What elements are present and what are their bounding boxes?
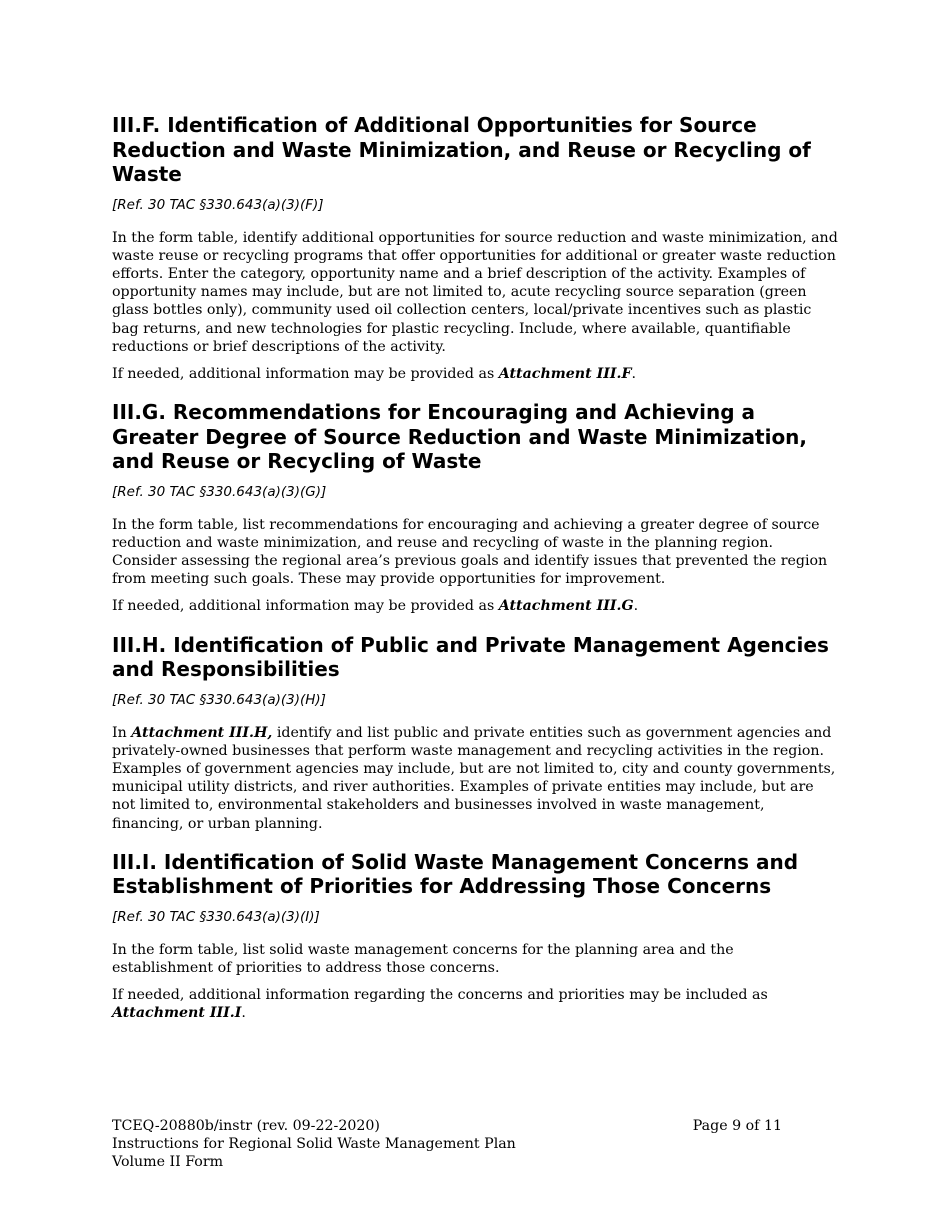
document-page xyxy=(112,113,838,1032)
section-body xyxy=(112,724,838,833)
attachment-note-end: . xyxy=(631,365,637,382)
section-reference: [Ref. 30 TAC §330.643(a)(3)(F)] xyxy=(112,196,324,213)
section-heading: III.I. Identification of Solid Waste Management Concerns and Establishment of Priorities for Addressing Those Concerns xyxy=(112,849,799,899)
attachment-note-end: . xyxy=(241,1005,246,1022)
section-reference: [Ref. 30 TAC §330.643(a)(3)(G)] xyxy=(112,483,327,500)
section-iii-g xyxy=(112,400,838,616)
section-heading: III.F. Identification of Additional Opportunities for Source Reduction and Waste Minimization, and Reuse or Recycling of Waste xyxy=(112,113,811,186)
footer-title-line1: Instructions for Regional Solid Waste Management Plan xyxy=(112,1136,516,1153)
section-reference: [Ref. 30 TAC §330.643(a)(3)(I)] xyxy=(112,908,320,925)
attachment-note xyxy=(112,597,838,615)
footer-form-id: TCEQ-20880b/instr (rev. 09-22-2020) xyxy=(112,1118,380,1134)
attachment-reference: Attachment III.F xyxy=(498,365,632,382)
section-body-lead: In xyxy=(112,724,132,741)
section-body: In the form table, list recommendations for encouraging and achieving a greater degree of source reduction and waste minimization, and reuse and recycling of waste in the planning region. Consider assessing the regional area’s previous goals and identify issues that prevented the region from meeting such goals. These may provide opportunities for improvement. xyxy=(112,516,828,588)
section-iii-i xyxy=(112,850,838,1023)
section-reference: [Ref. 30 TAC §330.643(a)(3)(H)] xyxy=(112,691,326,708)
attachment-reference: Attachment III.G xyxy=(498,598,634,615)
section-body: In the form table, identify additional opportunities for source reduction and waste minimization, and waste reuse or recycling programs that offer opportunities for additional or greater waste reduction efforts. Enter the category, opportunity name and a brief description of the activity. Examples of opportunity names may include, but are not limited to, acute recycling source separation (green glass bottles only), community used oil collection centers, local/private incentives such as plastic bag returns, and new technologies for plastic recycling. Include, where available, quantifiable reductions or brief descriptions of the activity. xyxy=(112,229,838,355)
page-footer xyxy=(112,1117,782,1172)
attachment-note xyxy=(112,365,838,383)
attachment-reference: Attachment III.H, xyxy=(131,724,273,741)
section-heading: III.G. Recommendations for Encouraging and Achieving a Greater Degree of Source Reduction and Waste Minimization, and Reuse or Recycling of Waste xyxy=(112,400,808,474)
page-number: Page 9 of 11 xyxy=(692,1118,782,1134)
attachment-note xyxy=(112,986,838,1022)
section-iii-f xyxy=(112,113,838,383)
section-body-text: identify and list public and private entities such as government agencies and privately-owned businesses that perform waste management and recycling activities in the region. Examples of government agencies may include, but are not limited to, city and county governments, municipal utility districts, and river authorities. Examples of private entities may include, but are not limited to, environmental stakeholders and businesses involved in waste management, financing, or urban planning. xyxy=(112,724,836,832)
attachment-reference: Attachment III.I xyxy=(112,1005,242,1022)
section-heading: III.H. Identification of Public and Private Management Agencies and Responsibilities xyxy=(112,632,829,682)
section-iii-h xyxy=(112,633,838,833)
section-body: In the form table, list solid waste management concerns for the planning area and the establishment of priorities to address those concerns. xyxy=(112,941,734,977)
footer-title-line2: Volume II Form xyxy=(112,1154,224,1171)
attachment-note-text: If needed, additional information regarding the concerns and priorities may be included as xyxy=(112,987,768,1004)
attachment-note-text: If needed, additional information may be provided as xyxy=(112,365,499,382)
attachment-note-end: . xyxy=(633,598,639,615)
attachment-note-text: If needed, additional information may be provided as xyxy=(112,598,499,615)
